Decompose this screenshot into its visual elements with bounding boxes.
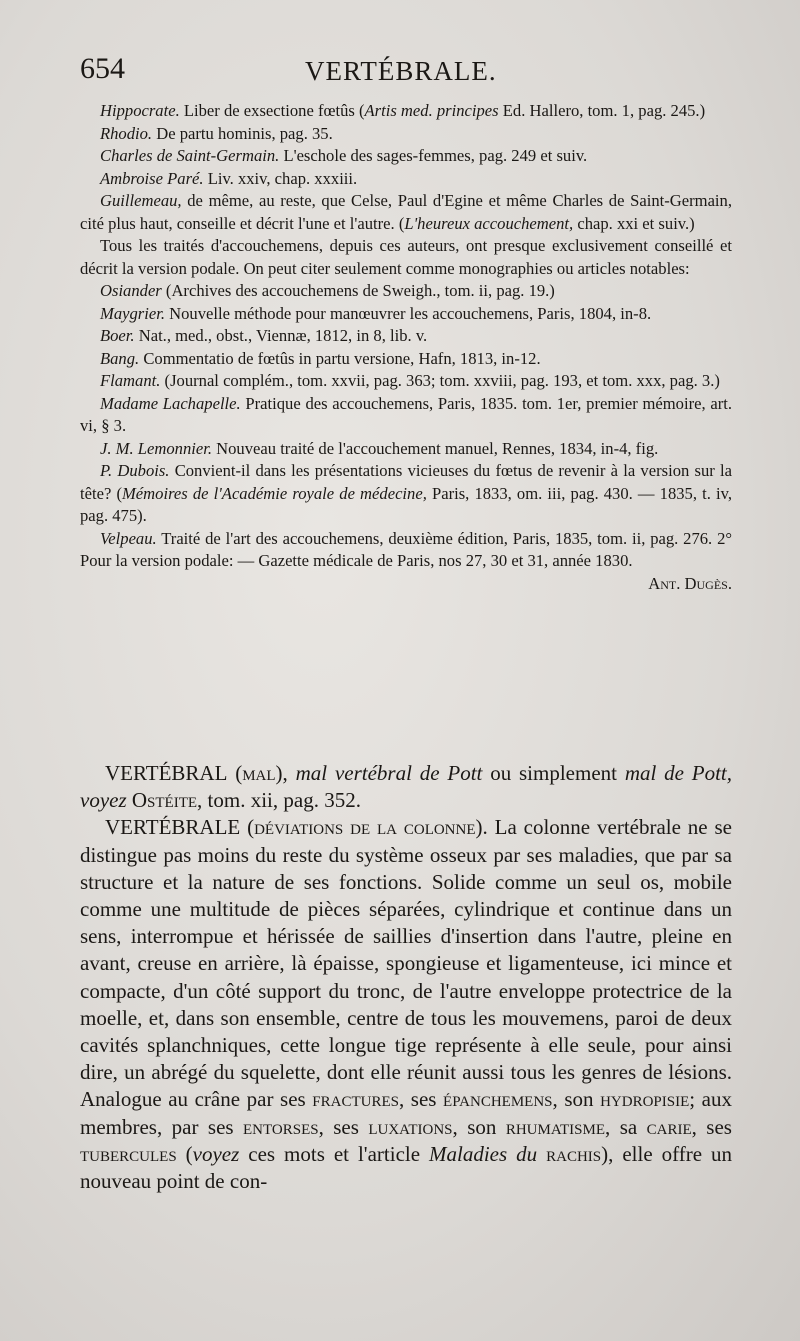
entry-text: , ses: [318, 1114, 369, 1139]
bib-entry: [80, 528, 732, 573]
entry-tag: (déviations de la colonne): [240, 815, 483, 840]
bib-text: Liber de exsectione fœtûs (: [179, 101, 365, 120]
entry-head: VERTÉBRAL: [105, 761, 228, 785]
bib-author: Charles de Saint-Germain.: [100, 146, 280, 165]
entry-text: , son: [452, 1114, 506, 1139]
bib-author: Maygrier.: [100, 303, 165, 323]
sc-term: carie: [646, 1114, 692, 1139]
entry-text: (: [176, 1141, 193, 1166]
bib-paragraph: [80, 235, 732, 280]
bib-entry: [80, 348, 732, 371]
bib-text: Traité de l'art des accouchemens, deuxième édition, Paris, 1835, tom. ii, pag. 276. 2° Pour la version podale: — Gazette médicale de Paris, nos 27, 30 et 31, année 1830.: [80, 528, 732, 570]
bib-entry: [80, 168, 732, 191]
sc-term: luxations: [368, 1114, 453, 1139]
entry-text: . La colonne vertébrale ne se distingue pas moins du reste du système osseux par ses maladies, que par sa structure et la nature de ses fonctions. Solide comme un seul os, mobile comme une multitude de pièces séparées, cylindrique et continue dans un sens, interrompue et hérissée de saillies d'insertion dans l'autre, pleine en avant, creuse en arrière, là épaisse, spongieuse et ligamenteuse, ici mince et compacte, d'un côté support du tronc, de l'autre enveloppe protectrice de la moelle, et, dans son ensemble, centre de tous les mouvemens, paroi de deux cavités splanchniques, cette longue tige représente à elle seule, pour ainsi dire, un abrégé du squelette, dont elle réunit aussi tous les genres de lésions. Analogue au crâne par ses: [80, 815, 732, 1112]
bib-text: L'eschole des sages-femmes, pag. 249 et suiv.: [279, 146, 588, 165]
bib-title: Artis med. principes: [364, 101, 499, 120]
bib-text: Ed. Hallero, tom. 1, pag. 245.): [498, 101, 706, 120]
bib-author: Guillemeau,: [100, 191, 182, 210]
sc-term: épanchemens: [443, 1087, 553, 1112]
bib-text: De partu hominis, pag. 35.: [152, 123, 333, 143]
bib-text: Paris, 1833, om. iii, pag. 430. — 1835, t. iv, pag. 475).: [80, 483, 732, 525]
entry-text: , ses: [691, 1114, 732, 1139]
bib-entry: [80, 190, 732, 235]
entry-text: ,: [282, 761, 296, 785]
sc-term: hydropisie: [600, 1087, 690, 1112]
bib-author: Bang.: [100, 348, 140, 368]
entry-text: , sa: [605, 1114, 647, 1139]
bib-text: Nat., med., obst., Viennæ, 1812, in 8, lib. v.: [134, 326, 428, 345]
entry-text: ; aux membres, par ses: [80, 1087, 732, 1139]
bib-text: Nouveau traité de l'accouchement manuel, Rennes, 1834, in-4, fig.: [212, 438, 659, 458]
bib-author: P. Dubois.: [100, 461, 170, 480]
bib-author: Velpeau.: [100, 528, 157, 548]
entry-text: [537, 1142, 546, 1166]
bib-title: Mémoires de l'Académie royale de médecine,: [121, 483, 427, 503]
signature: Ant. Dugès.: [648, 573, 732, 593]
entry-italic: Maladies du: [429, 1141, 538, 1166]
page-header: [80, 52, 730, 102]
bib-text: Commentatio de fœtûs in partu versione, Hafn, 1813, in-12.: [139, 348, 541, 368]
bib-entry: [80, 303, 732, 326]
bib-title: L'heureux accouchement,: [404, 213, 574, 233]
entry-text: ces mots et l'article: [239, 1141, 430, 1166]
running-title: VERTÉBRALE.: [305, 56, 497, 86]
main-text: [80, 760, 732, 1195]
entry-text: ), elle offre un nouveau point de con-: [80, 1141, 732, 1194]
bib-entry: [80, 123, 732, 146]
bib-entry: [80, 325, 732, 348]
entry-text: , son: [552, 1087, 601, 1112]
bib-author: Ambroise Paré.: [100, 168, 204, 188]
entry-italic: voyez: [192, 1141, 240, 1166]
entry-italic: mal de Pott, voyez: [80, 761, 733, 813]
bib-author: Hippocrate.: [100, 101, 180, 120]
entry-text: , ses: [398, 1087, 444, 1112]
bib-entry: [80, 370, 732, 393]
bib-text: Pratique des accouchemens, Paris, 1835. tom. 1er, premier mémoire, art. vi, § 3.: [80, 393, 732, 435]
sc-term: entorses: [243, 1114, 319, 1139]
bib-author: Boer.: [100, 326, 135, 345]
entry-head: VERTÉBRALE: [105, 815, 241, 840]
entry-text: ou simplement: [482, 761, 625, 785]
bib-author: Osiander: [100, 281, 162, 300]
entry-tag: (mal): [227, 761, 283, 785]
bib-text: Convient-il dans les présentations vicieuses du fœtus de revenir à la version sur la tête? (: [80, 461, 732, 503]
sc-term: rachis: [546, 1141, 602, 1166]
page-number: 654: [80, 52, 125, 85]
bib-entry: [80, 280, 732, 303]
bib-text: Liv. xxiv, chap. xxxiii.: [203, 168, 358, 188]
bib-entry: [80, 145, 732, 168]
bib-author: Madame Lachapelle.: [100, 393, 241, 413]
bib-text: Tous les traités d'accouchemens, depuis ces auteurs, ont presque exclusivement conseillé et décrit la version podale. On peut citer seulement comme monographies ou articles notables:: [80, 236, 732, 278]
bib-text: Nouvelle méthode pour manœuvrer les accouchemens, Paris, 1804, in-8.: [164, 303, 652, 323]
bib-entry: [80, 393, 732, 438]
bib-text: chap. xxi et suiv.): [573, 213, 695, 233]
bib-entry: [80, 438, 732, 461]
entry-text: , tom. xii, pag. 352.: [197, 788, 361, 813]
bibliography: [80, 100, 732, 595]
bib-author: Flamant.: [100, 371, 161, 390]
entry-vertebral: [80, 760, 732, 814]
bib-text: (Archives des accouchemens de Sweigh., tom. ii, pag. 19.): [161, 281, 555, 300]
entry-italic: mal vertébral de Pott: [295, 761, 483, 785]
bib-text: (Journal complém., tom. xxvii, pag. 363; tom. xxviii, pag. 193, et tom. xxx, pag. 3.): [160, 371, 720, 390]
entry-vertebrale: [80, 814, 732, 1195]
bib-entry: [80, 100, 732, 123]
bib-author: J. M. Lemonnier.: [100, 438, 212, 458]
bib-text: de même, au reste, que Celse, Paul d'Egine et même Charles de Saint-Germain, cité plus haut, conseille et décrit l'une et l'autre. (: [80, 191, 732, 233]
sc-term: tubercules: [80, 1141, 177, 1166]
sc-term: fractures: [312, 1087, 399, 1112]
cross-reference: Ostéite: [131, 788, 198, 813]
bib-entry: [80, 460, 732, 528]
bib-author: Rhodio.: [100, 123, 153, 143]
sc-term: rhumatisme: [505, 1114, 606, 1139]
